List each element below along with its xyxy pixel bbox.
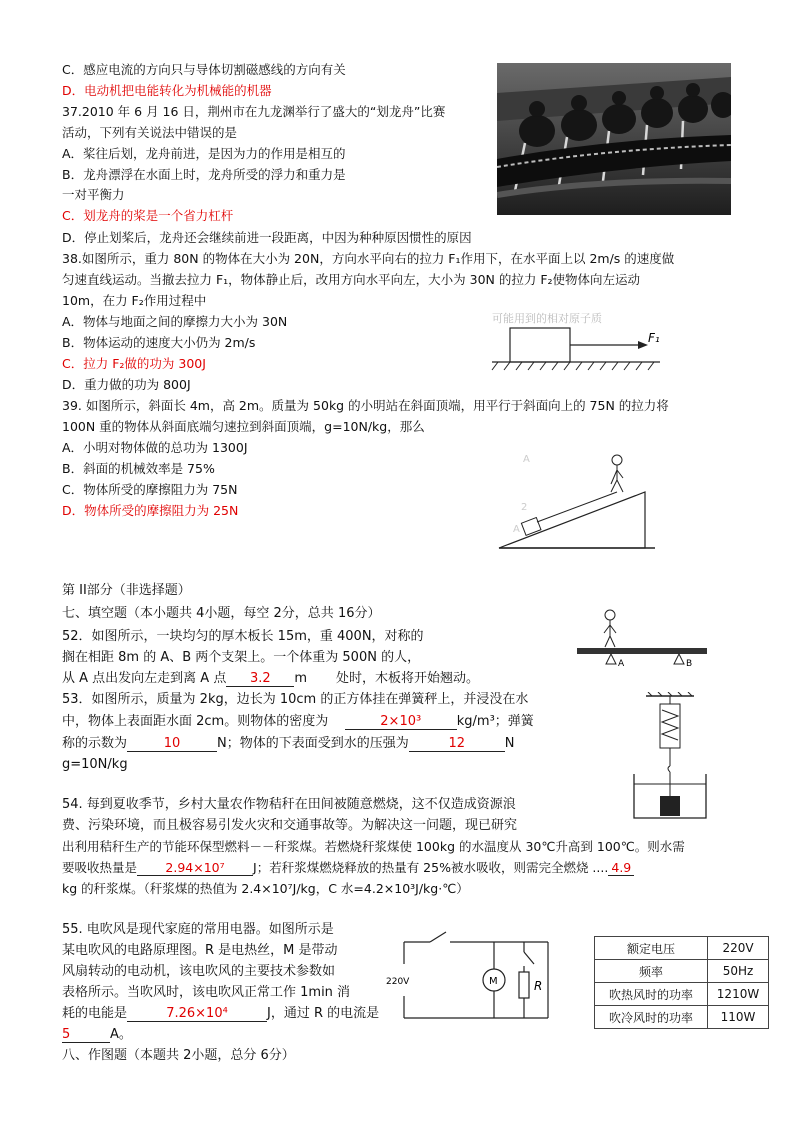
q39-stem-2: 100N 重的物体从斜面底端匀速拉到斜面顶端，g=10N/kg，那么 — [62, 419, 425, 434]
support-b-label: B — [686, 659, 693, 669]
main-switch-icon — [430, 932, 446, 942]
q54-line-4-a: 要吸收热量是 — [62, 860, 138, 875]
q39-option-d: D．物体所受的摩擦阻力为 25N — [62, 503, 239, 518]
q52-line-2: 搁在相距 8m 的 A、B 两个支架上。一个体重为 500N 的人， — [62, 650, 421, 665]
q39-option-a: A．小明对物体做的总功为 1300J — [62, 440, 248, 455]
spring-scale-figure — [628, 692, 712, 822]
q39-stem-1: 39. 如图所示，斜面长 4m，高 2m。质量为 50kg 的小明站在斜面顶端，用平行于斜面向上的 75N 的拉力将 — [62, 398, 669, 413]
plank-figure — [575, 606, 709, 670]
q53-line-2-b: kg/m³；弹簧 — [456, 714, 534, 729]
table-row — [595, 1006, 769, 1029]
q55-line-6-a: A。 — [110, 1027, 132, 1042]
q55-line-5-b: J，通过 R 的电流是 — [267, 1006, 380, 1021]
q38-option-d: D．重力做的功为 800J — [62, 377, 191, 392]
block-force-figure — [488, 308, 668, 378]
dragon-boat-photo — [497, 63, 731, 215]
q38-option-b: B．物体运动的速度大小仍为 2m/s — [62, 335, 256, 350]
q53-line-3-c: N — [504, 736, 515, 751]
q52-line-1: 52．如图所示，一块均匀的厚木板长 15m，重 400N，对称的 — [62, 629, 424, 644]
resistor-icon — [519, 972, 529, 998]
plank-board — [577, 648, 707, 654]
q52-line-3-a: 从 A 点出发向左走到离 A 点 — [62, 671, 227, 686]
q38-stem-3: 10m，在力 F₂作用过程中 — [62, 293, 207, 308]
spec-label: 吹冷风时的功率 — [595, 1006, 708, 1029]
q53-answer-reading: 10 — [127, 737, 217, 752]
q55-answer-energy: 7.26×10⁴ — [127, 1007, 267, 1022]
submerged-cube — [660, 796, 680, 816]
q37-option-d: D．停止划桨后，龙舟还会继续前进一段距离，中因为种种原因惯性的原因 — [62, 230, 472, 245]
section7-title: 七、填空题（本小题共 4小题，每空 2分，总共 16分） — [62, 606, 381, 621]
heater-switch-icon — [524, 952, 534, 964]
q53-answer-density: 2×10³ — [345, 715, 457, 730]
spec-value: 50Hz — [708, 960, 769, 983]
table-row — [595, 983, 769, 1006]
q38-stem-2: 匀速直线运动。当撤去拉力 F₁，物体静止后，改用方向水平向左，大小为 30N 的拉力 F₂使物体向左运动 — [62, 272, 641, 287]
q53-line-2-a: 中，物体上表面距水面 2cm。则物体的密度为 — [62, 714, 329, 729]
spec-label: 频率 — [595, 960, 708, 983]
q53-answer-pressure: 12 — [409, 737, 505, 752]
q54-answer-mass: 4.9 — [608, 861, 634, 876]
figure-faded-header-text: 可能用到的相对原子质 — [492, 312, 602, 325]
q37-stem-1: 37.2010 年 6 月 16 日，荆州市在九龙渊举行了盛大的“划龙舟”比赛 — [62, 104, 446, 119]
svg-text:A: A — [513, 524, 520, 535]
resistor-label: R — [534, 979, 543, 993]
q52-answer: 3.2 — [226, 672, 294, 687]
circuit-diagram — [384, 922, 564, 1032]
q53-line-1: 53．如图所示，质量为 2kg，边长为 10cm 的正方体挂在弹簧秤上，并浸没在水 — [62, 692, 529, 707]
q38-stem-1: 38.如图所示，重力 80N 的物体在大小为 20N，方向水平向右的拉力 F₁作用下，在水平面上以 2m/s 的速度做 — [62, 251, 675, 266]
spec-label: 吹热风时的功率 — [595, 983, 708, 1006]
table-row — [595, 937, 769, 960]
q39-option-c: C．物体所受的摩擦阻力为 75N — [62, 482, 238, 497]
q52-line-3-b: m — [294, 671, 307, 686]
q55-answer-current: 5 — [62, 1028, 110, 1043]
q52-line-3-c: 处时，木板将开始翘动。 — [335, 671, 479, 686]
q54-line-4 — [62, 860, 634, 876]
q53-line-3-a: 称的示数为 — [62, 736, 128, 751]
q55-line-5-a: 耗的电能是 — [62, 1006, 128, 1021]
q37-stem-2: 活动，下列有关说法中错误的是 — [62, 125, 238, 140]
q38-option-a: A．物体与地面之间的摩擦力大小为 30N — [62, 314, 288, 329]
q54-line-2: 费、污染环境，而且极容易引发火灾和交通事故等。为解决这一问题，现已研究 — [62, 818, 518, 833]
q36-option-d: D．电动机把电能转化为机械能的机器 — [62, 83, 272, 98]
spec-table — [594, 936, 769, 1029]
q55-line-3: 风扇转动的电动机，该电吹风的主要技术参数如 — [62, 964, 336, 979]
part2-title: 第 II部分（非选择题） — [62, 583, 191, 598]
spec-value: 220V — [708, 937, 769, 960]
q55-line-5 — [62, 1006, 379, 1022]
q37-option-c: C．划龙舟的桨是一个省力杠杆 — [62, 208, 234, 223]
q55-line-2: 某电吹风的电路原理图。R 是电热丝，M 是带动 — [62, 943, 338, 958]
q37-option-b-line1: B．龙舟漂浮在水面上时，龙舟所受的浮力和重力是 — [62, 167, 346, 182]
motor-label: M — [489, 976, 498, 987]
support-a-label: A — [618, 659, 625, 669]
q53-line-3 — [62, 736, 514, 752]
table-row — [595, 960, 769, 983]
q54-line-3: 出利用秸秆生产的节能环保型燃料－－秆浆煤。若燃烧秆浆煤使 100kg 的水温度从 30℃升高到 100℃。则水需 — [62, 839, 685, 854]
q37-option-b-line2: 一对平衡力 — [62, 187, 125, 202]
q54-line-1: 54. 每到夏收季节，乡村大量农作物秸秆在田间被随意燃烧，这不仅造成资源浪 — [62, 797, 516, 812]
svg-text:2: 2 — [521, 502, 528, 513]
q54-answer-heat: 2.94×10⁷ — [137, 861, 253, 876]
q54-line-4-b: J；若秆浆煤燃烧释放的热量有 25%被水吸收，则需完全燃烧 .... — [253, 860, 609, 875]
q37-option-a: A．桨往后划，龙舟前进，是因为力的作用是相互的 — [62, 146, 346, 161]
svg-text:A: A — [523, 454, 530, 465]
q39-option-b: B．斜面的机械效率是 75% — [62, 461, 215, 476]
spec-value: 110W — [708, 1006, 769, 1029]
q52-line-3 — [62, 671, 479, 687]
block-body — [510, 328, 570, 362]
spec-label: 额定电压 — [595, 937, 708, 960]
q53-line-3-b: N；物体的下表面受到水的压强为 — [217, 736, 409, 751]
q38-option-c: C．拉力 F₂做的功为 300J — [62, 356, 206, 371]
incline-figure — [495, 440, 665, 552]
q55-line-1: 55. 电吹风是现代家庭的常用电器。如图所示是 — [62, 922, 334, 937]
supply-voltage-label: 220V — [386, 977, 410, 987]
q55-line-4: 表格所示。当吹风时，该电吹风正常工作 1min 消 — [62, 985, 351, 1000]
q36-option-c: C．感应电流的方向只与导体切割磁感线的方向有关 — [62, 62, 346, 77]
q53-line-4: g=10N/kg — [62, 757, 128, 772]
person-icon — [612, 455, 622, 465]
q53-line-2 — [62, 714, 534, 730]
q55-line-6 — [62, 1027, 132, 1043]
q54-line-5: kg 的秆浆煤。（秆浆煤的热值为 2.4×10⁷J/kg，C 水=4.2×10³J/kg·℃） — [62, 881, 469, 896]
force-label: F₁ — [648, 331, 660, 345]
spec-value: 1210W — [708, 983, 769, 1006]
section8-title: 八、作图题（本题共 2小题，总分 6分） — [62, 1048, 295, 1063]
